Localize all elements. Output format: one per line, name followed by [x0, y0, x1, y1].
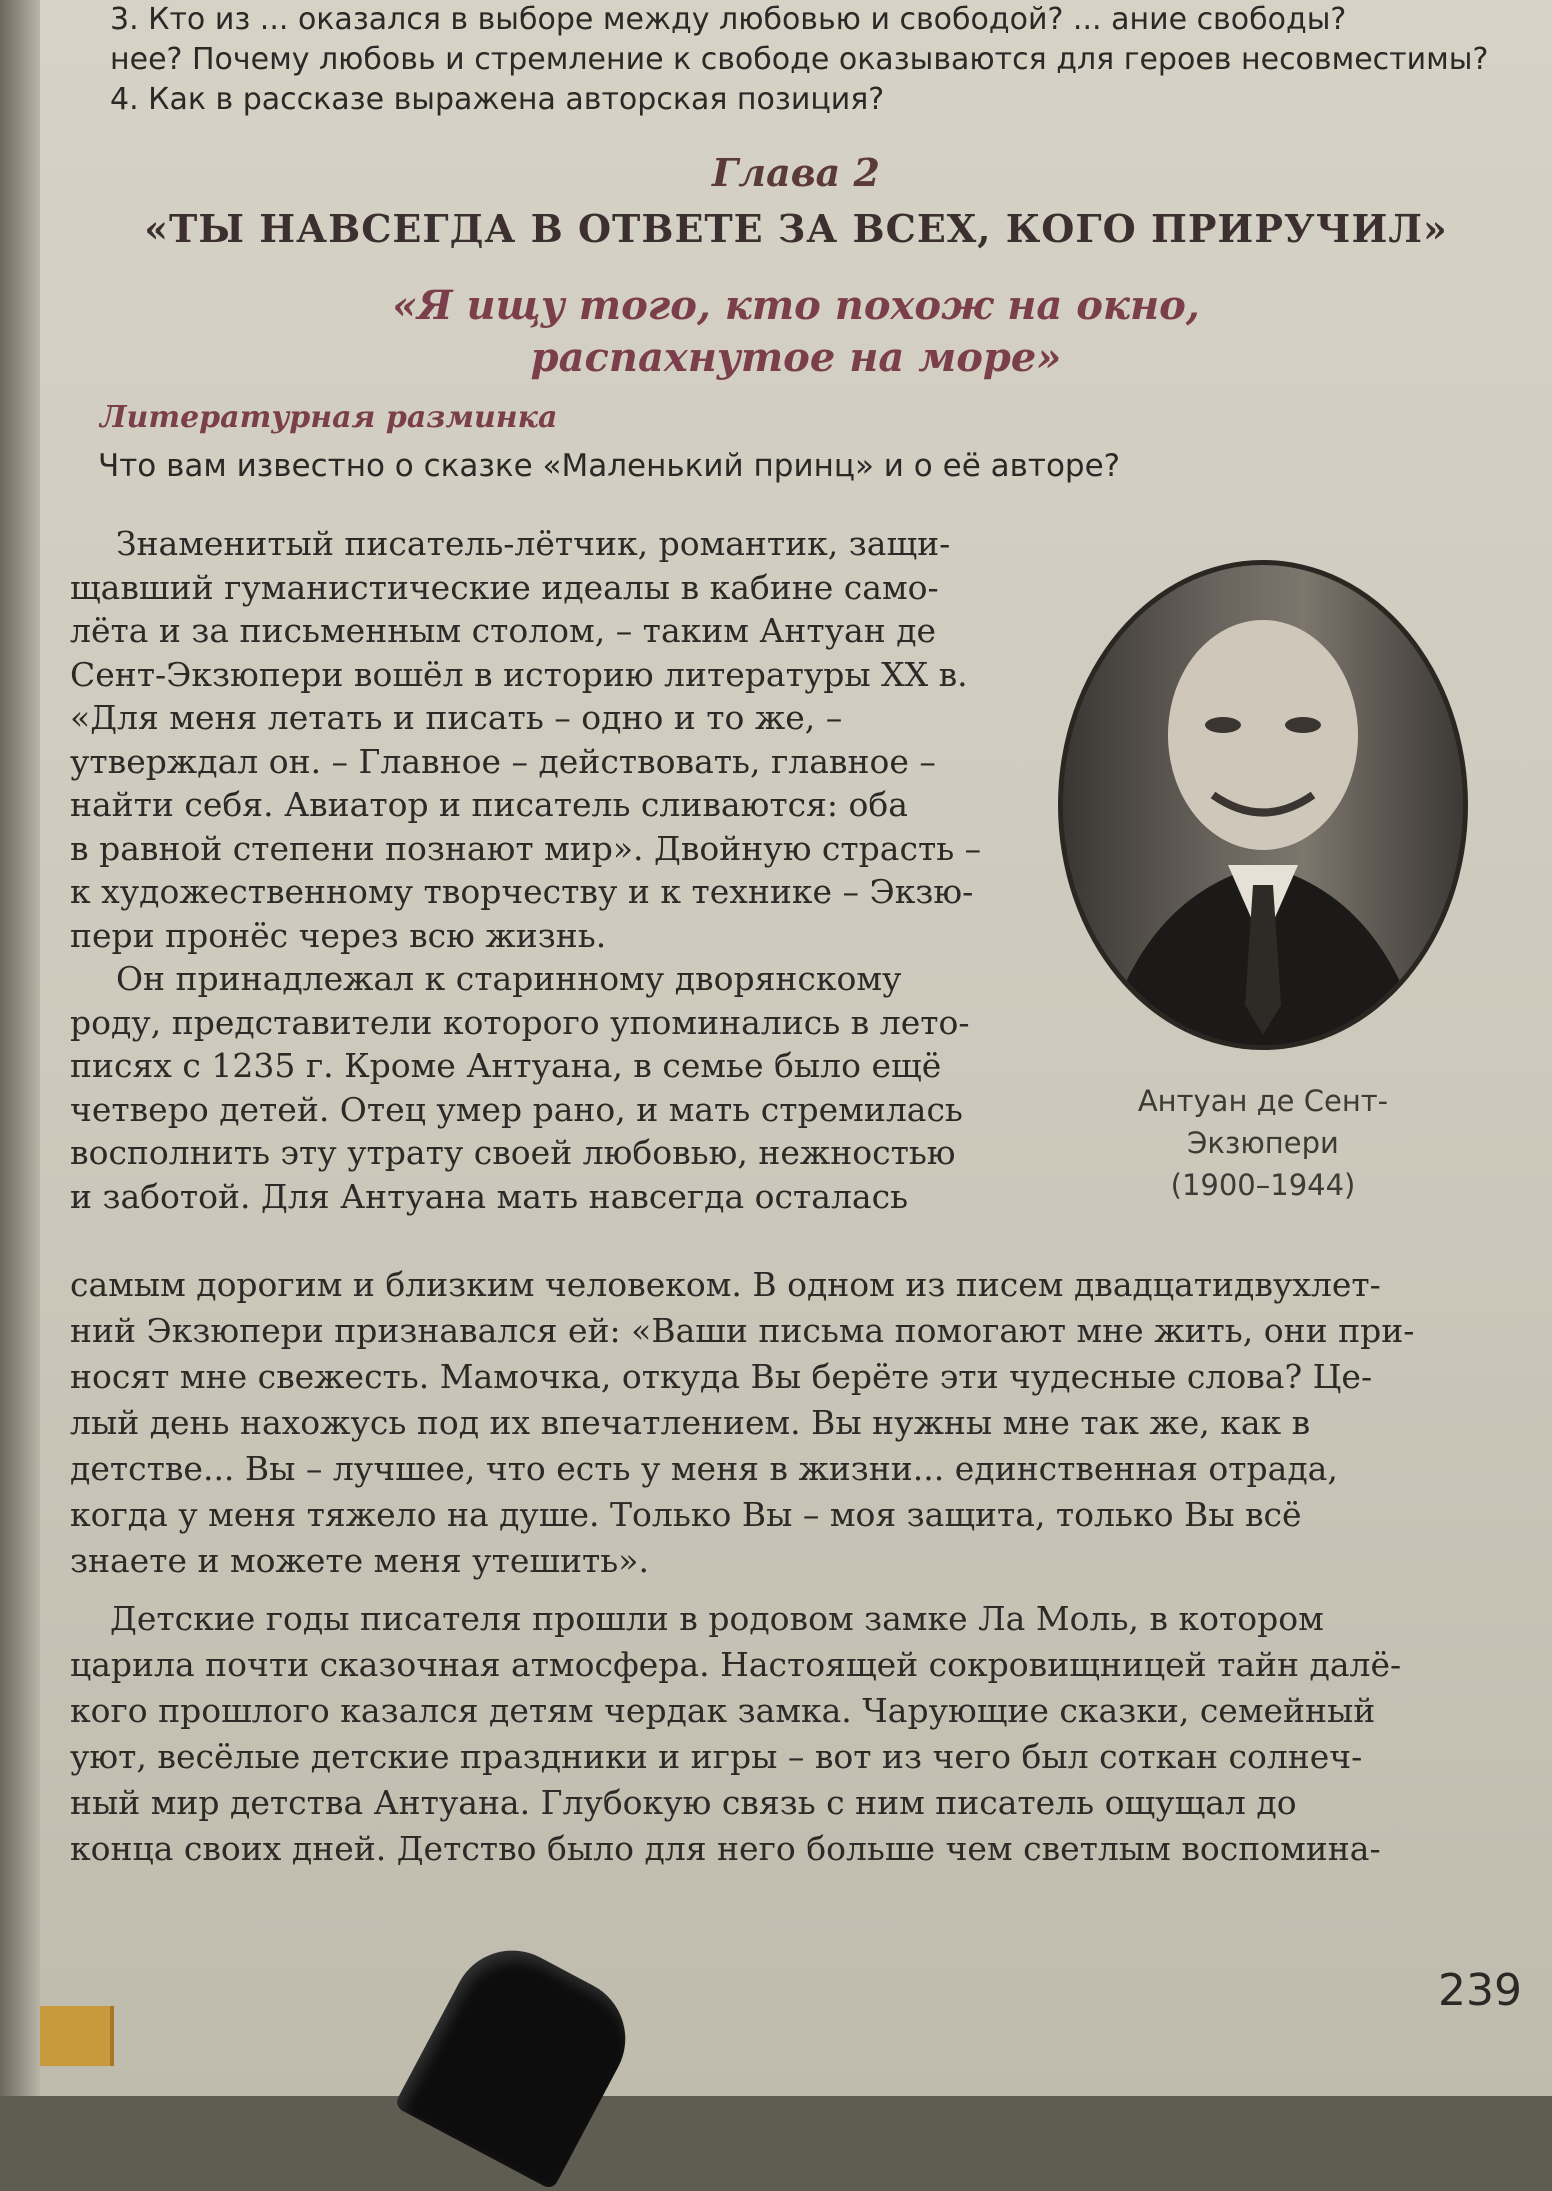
- epigraph-line-1: «Я ищу того, кто похож на окно,: [392, 282, 1200, 329]
- text-line: пери пронёс через всю жизнь.: [70, 915, 607, 955]
- text-line: самым дорогим и близким человеком. В одном из писем двадцатидвухлет-: [70, 1265, 1381, 1304]
- portrait-photo: [1058, 560, 1468, 1050]
- text-line: восполнить эту утрату своей любовью, нежностью: [70, 1133, 956, 1172]
- text-line: кого прошлого казался детям чердак замка. Чарующие сказки, семейный: [70, 1691, 1376, 1730]
- text-line: писях с 1235 г. Кроме Антуана, в семье было ещё: [70, 1046, 942, 1085]
- text-line: утверждал он. – Главное – действовать, главное –: [70, 741, 936, 781]
- text-line: знаете и можете меня утешить».: [70, 1541, 649, 1580]
- question-3: 3. Кто из ... оказался в выборе между любовью и свободой? ... ание свободы?: [110, 2, 1347, 37]
- section-epigraph: [40, 280, 1552, 384]
- text-line: найти себя. Авиатор и писатель сливаются: оба: [70, 785, 908, 824]
- text-line: ный мир детства Антуана. Глубокую связь с ним писатель ощущал до: [70, 1783, 1297, 1822]
- text-line: когда у меня тяжело на душе. Только Вы – моя защита, только Вы всё: [70, 1495, 1302, 1534]
- paragraph-2-continued: [70, 1262, 1500, 1584]
- text-line: щавший гуманистические идеалы в кабине само-: [70, 567, 939, 607]
- warmup-question: Что вам известно о сказке «Маленький принц» и о её авторе?: [98, 448, 1121, 484]
- text-line: к художественному творчеству и к технике – Экзю-: [70, 872, 974, 911]
- paragraph-2: [70, 957, 1050, 1218]
- text-line: ний Экзюпери признавался ей: «Ваши письма помогают мне жить, они при-: [70, 1311, 1415, 1350]
- text-line: Детские годы писателя прошли в родовом замке Ла Моль, в котором: [110, 1599, 1324, 1638]
- book-page: [40, 0, 1552, 2096]
- question-4: 4. Как в рассказе выражена авторская позиция?: [110, 82, 885, 117]
- text-line: конца своих дней. Детство было для него больше чем светлым воспомина-: [70, 1829, 1381, 1868]
- text-line: Сент-Экзюпери вошёл в историю литературы XX в.: [70, 654, 968, 694]
- text-line: Он принадлежал к старинному дворянскому: [116, 959, 902, 998]
- text-line: детстве... Вы – лучшее, что есть у меня в жизни... единственная отрада,: [70, 1449, 1338, 1488]
- text-line: роду, представители которого упоминались в лето-: [70, 1002, 970, 1042]
- text-line: уют, весёлые детские праздники и игры – вот из чего был соткан солнеч-: [70, 1737, 1363, 1776]
- text-line: четверо детей. Отец умер рано, и мать стремилась: [70, 1089, 963, 1129]
- text-line: лый день нахожусь под их впечатлением. Вы нужны мне так же, как в: [70, 1403, 1311, 1442]
- corner-ornament-icon: [40, 2006, 114, 2066]
- warmup-heading: Литературная разминка: [100, 400, 558, 435]
- author-portrait: [1058, 560, 1468, 1050]
- portrait-silhouette: [1063, 565, 1463, 1045]
- epigraph-line-2: распахнутое на море»: [530, 334, 1062, 381]
- portrait-caption: [1058, 1080, 1468, 1206]
- caption-line-2: Экзюпери: [1187, 1126, 1339, 1160]
- text-line: лёта и за письменным столом, – таким Антуан де: [70, 611, 937, 650]
- body-text-narrow: [70, 522, 1050, 1218]
- body-text-wide: [70, 1262, 1500, 1872]
- text-line: и заботой. Для Антуана мать навсегда осталась: [70, 1176, 909, 1216]
- paragraph-1: [70, 522, 1050, 957]
- book-spine-shadow: [0, 0, 40, 2096]
- caption-line-1: Антуан де Сент-: [1137, 1084, 1389, 1118]
- question-3-cont: нее? Почему любовь и стремление к свободе оказываются для героев несовместимы?: [110, 42, 1489, 77]
- chapter-title: «ТЫ НАВСЕГДА В ОТВЕТЕ ЗА ВСЕХ, КОГО ПРИРУЧИЛ»: [144, 206, 1448, 251]
- caption-line-3: (1900–1944): [1170, 1168, 1356, 1202]
- text-line: «Для меня летать и писать – одно и то же, –: [70, 698, 843, 737]
- text-line: Знаменитый писатель-лётчик, романтик, защи-: [116, 524, 951, 563]
- paragraph-3: [70, 1596, 1500, 1872]
- text-line: носят мне свежесть. Мамочка, откуда Вы берёте эти чудесные слова? Це-: [70, 1357, 1373, 1396]
- text-line: царила почти сказочная атмосфера. Настоящей сокровищницей тайн далё-: [70, 1645, 1402, 1684]
- text-line: в равной степени познают мир». Двойную страсть –: [70, 828, 982, 868]
- page-number: 239: [1438, 1965, 1522, 2016]
- chapter-number: Глава 2: [712, 150, 880, 195]
- previous-questions: [110, 0, 1489, 120]
